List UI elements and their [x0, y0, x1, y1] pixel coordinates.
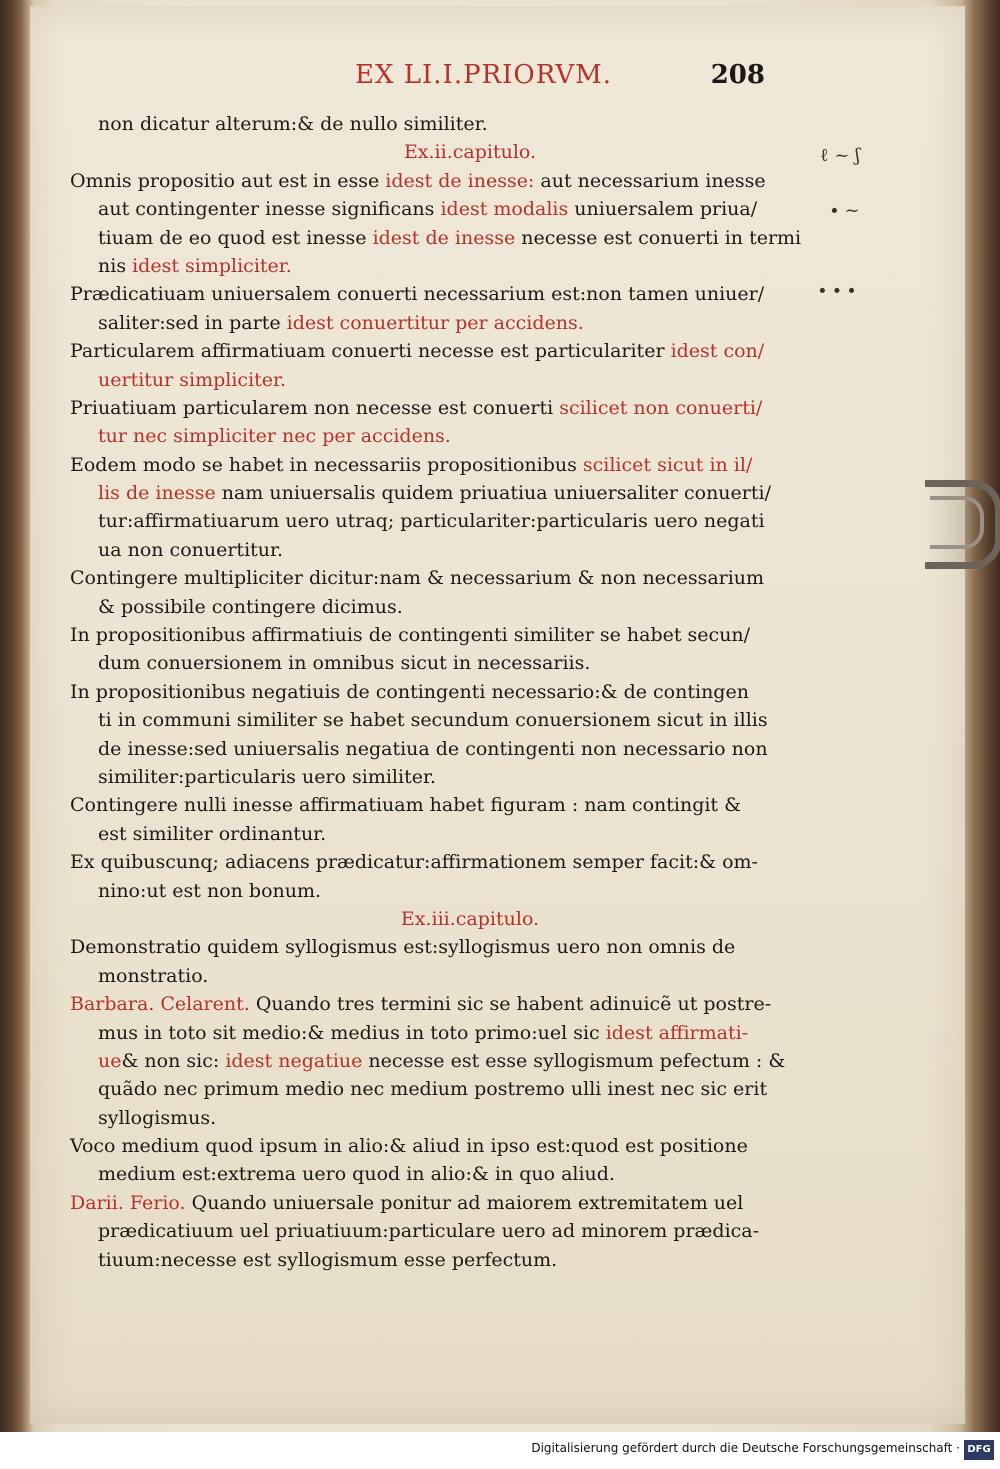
adjacent-page-edge	[0, 20, 32, 1400]
body-text: Ex quibuscunq; adiacens prædicatur:affirmationem semper facit:& om-	[70, 851, 758, 874]
text-line	[70, 536, 810, 564]
chapter-heading	[70, 138, 810, 166]
text-line	[70, 195, 810, 223]
body-text: nam uniuersalis quidem priuatiua uniuersaliter conuerti/	[215, 482, 771, 505]
text-line	[70, 1132, 810, 1160]
body-text: Particularem affirmatiuam conuerti necesse est particulariter	[70, 340, 671, 363]
text-line	[70, 337, 810, 365]
body-text: tiuam de eo quod est inesse	[98, 226, 373, 249]
text-line	[70, 110, 810, 138]
body-text: Demonstratio quidem syllogismus est:syllogismus uero non omnis de	[70, 936, 736, 959]
text-line	[70, 1217, 810, 1245]
text-line	[70, 224, 810, 252]
text-line	[70, 366, 810, 394]
body-text: nino:ut est non bonum.	[98, 879, 322, 902]
body-text: ti in communi similiter se habet secundum conuersionem sicut in illis	[98, 709, 768, 732]
text-line	[70, 1075, 810, 1103]
body-text: non dicatur alterum:& de nullo similiter.	[98, 113, 488, 135]
body-text: Priuatiuam particularem non necesse est conuerti	[70, 396, 560, 419]
folio-number: 208	[710, 60, 765, 90]
body-text: Contingere multipliciter dicitur:nam & necessarium & non necessarium	[70, 567, 765, 590]
text-line	[70, 678, 810, 706]
text-line	[70, 167, 810, 195]
text-line	[70, 593, 810, 621]
body-text: nis	[98, 254, 133, 277]
body-text: Prædicatiuam uniuersalem conuerti necessarium est:non tamen uniuer/	[70, 283, 765, 306]
rubric-text: idest simpliciter.	[132, 254, 292, 277]
body-text: medium est:extrema uero quod in alio:& in quo aliud.	[98, 1163, 615, 1186]
body-text: In propositionibus affirmatiuis de contingenti similiter se habet secun/	[70, 624, 751, 647]
rubric-text: idest conuertitur per accidens.	[286, 311, 584, 334]
text-line	[70, 564, 810, 592]
text-line	[70, 848, 810, 876]
body-text: ua non conuertitur.	[98, 538, 284, 561]
running-title: EX LI.I.PRIORVM.	[355, 60, 613, 90]
body-text: Quando uniuersale ponitur ad maiorem extremitatem uel	[185, 1191, 744, 1214]
text-line	[70, 933, 810, 961]
text-line	[70, 1104, 810, 1132]
text-line	[70, 394, 810, 422]
body-text: prædicatiuum uel priuatiuum:particulare uero ad minorem prædica-	[98, 1220, 760, 1243]
text-line	[70, 1047, 810, 1075]
rubric-text: idest de inesse	[372, 226, 516, 249]
rubric-text: idest negatiue	[225, 1049, 363, 1072]
text-line	[70, 962, 810, 990]
body-text: Omnis propositio aut est in esse	[70, 169, 386, 192]
rubric-text: Barbara. Celarent.	[70, 993, 250, 1016]
dfg-logo: DFG	[964, 1440, 994, 1460]
body-text: syllogismus.	[98, 1106, 217, 1129]
text-line	[70, 621, 810, 649]
rubric-text: ue	[98, 1049, 122, 1072]
rubric-text: Darii. Ferio.	[70, 1191, 186, 1214]
body-text: uniuersalem priua/	[568, 198, 758, 221]
text-line	[70, 1019, 810, 1047]
text-line	[70, 1246, 810, 1274]
rubric-text: idest modalis	[440, 198, 569, 221]
page-clip-inner	[930, 496, 984, 549]
rubric-text: idest de inesse:	[385, 169, 535, 192]
text-line	[70, 507, 810, 535]
text-line	[70, 820, 810, 848]
body-text: similiter:particularis uero similiter.	[98, 765, 436, 788]
text-line	[70, 479, 810, 507]
body-text: est similiter ordinantur.	[98, 822, 327, 845]
body-text: Quando tres termini sic se habent adinuicẽ ut postre-	[249, 993, 772, 1016]
rubric-text: Ex.iii.capitulo.	[400, 907, 540, 930]
marginal-note: ∙ ~	[830, 200, 860, 221]
rubric-text: scilicet sicut in il/	[582, 453, 753, 476]
body-text: Contingere nulli inesse affirmatiuam habet figuram : nam contingit &	[70, 794, 742, 817]
body-text: aut contingenter inesse significans	[98, 198, 441, 221]
text-line	[70, 735, 810, 763]
body-text: de inesse:sed uniuersalis negatiua de contingenti non necessario non	[98, 737, 768, 760]
rubric-text: idest con/	[670, 340, 765, 363]
text-line	[70, 877, 810, 905]
text-line	[70, 422, 810, 450]
text-line	[70, 252, 810, 280]
text-line	[70, 1189, 810, 1217]
text-line	[70, 706, 810, 734]
marginal-note: ℓ ~ ʃ	[820, 145, 861, 166]
body-text: & non sic:	[121, 1049, 226, 1072]
body-text: Voco medium quod ipsum in alio:& aliud in ipso est:quod est positione	[70, 1135, 748, 1158]
body-text: Eodem modo se habet in necessariis propositionibus	[70, 453, 583, 476]
body-text: dum conuersionem in omnibus sicut in necessariis.	[98, 652, 591, 675]
body-text: quãdo nec primum medio nec medium postremo ulli inest nec sic erit	[98, 1078, 768, 1101]
rubric-text: Ex.ii.capitulo.	[403, 141, 537, 164]
marginal-note: ∙ ∙ ∙	[818, 280, 856, 301]
text-line	[70, 763, 810, 791]
body-text: tiuum:necesse est syllogismum esse perfectum.	[98, 1248, 558, 1271]
text-line	[70, 1160, 810, 1188]
body-text: necesse est esse syllogismum pefectum : &	[362, 1049, 786, 1072]
text-line	[70, 451, 810, 479]
body-text: necesse est conuerti in termi	[515, 226, 802, 249]
funding-credit: Digitalisierung gefördert durch die Deutsche Forschungsgemeinschaft ·	[531, 1441, 960, 1455]
rubric-text: lis de inesse	[98, 482, 216, 505]
chapter-heading	[70, 905, 810, 933]
text-line	[70, 649, 810, 677]
body-text: saliter:sed in parte	[98, 311, 287, 334]
text-line	[70, 280, 810, 308]
body-text: monstratio.	[98, 964, 209, 987]
rubric-text: idest affirmati-	[605, 1021, 749, 1044]
rubric-text: tur nec simpliciter nec per accidens.	[98, 425, 451, 448]
body-text: & possibile contingere dicimus.	[98, 595, 403, 618]
text-line	[70, 990, 810, 1018]
rubric-text: uertitur simpliciter.	[98, 368, 287, 391]
text-line	[70, 309, 810, 337]
rubric-text: scilicet non conuerti/	[559, 396, 763, 419]
footer	[0, 1432, 1000, 1469]
page-header	[355, 60, 765, 100]
body-text: tur:affirmatiuarum uero utraq; particulariter:particularis uero negati	[98, 510, 765, 533]
text-line	[70, 791, 810, 819]
body-text: In propositionibus negatiuis de contingenti necessario:& de contingen	[70, 680, 749, 703]
body-text: aut necessarium inesse	[534, 169, 766, 192]
main-text	[70, 110, 810, 1274]
body-text: mus in toto sit medio:& medius in toto primo:uel sic	[98, 1021, 606, 1044]
